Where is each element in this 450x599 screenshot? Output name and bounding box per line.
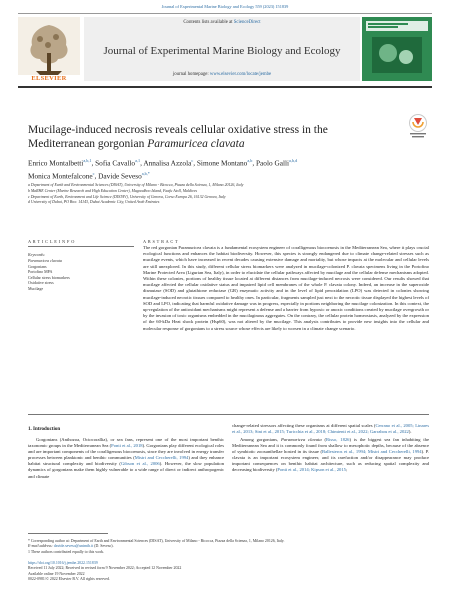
author-name[interactable]: Simone Montano [196, 158, 248, 168]
citation-link[interactable]: Ponti et al., 2018 [111, 443, 143, 449]
email-label: E-mail address: [28, 544, 54, 549]
abstract-heading: A B S T R A C T [143, 239, 179, 244]
intro-text: Gorgonians (Anthozoa, Octocorallia), or sea fans, represent one of the most important benthic taxonomic groups in the Mediterranean Sea ( [28, 437, 224, 449]
intro-heading: 1. Introduction [28, 427, 61, 432]
affiliations [28, 183, 428, 206]
intro-text: ). However, the slow population dynamics of gorgonians make them highly vulnerable to a wide range of direct or indirect anthropogenic and climate [28, 461, 224, 479]
author-affiliation-marker[interactable]: c [191, 158, 194, 163]
publisher-wordmark: ELSEVIER [31, 75, 67, 82]
footnotes [28, 539, 428, 555]
homepage-prefix: journal homepage: [172, 72, 210, 77]
keyword-item: Portofino MPA [28, 269, 53, 275]
elsevier-tree-logo-icon[interactable] [18, 17, 80, 83]
intro-text: change-related stressors affecting these organisms at different spatial scales ( [232, 423, 376, 428]
citation-link[interactable]: Risso, 1826 [326, 436, 350, 442]
doi-link[interactable]: https://doi.org/10.1016/j.jembe.2022.151839 [28, 561, 98, 565]
online-date: Available online 19 November 2022 [28, 571, 85, 576]
citation-link[interactable]: Gibson et al., 2006 [120, 461, 160, 467]
author-name[interactable]: Sofia Cavallo [95, 158, 136, 168]
keyword-item: Gorgonians [28, 263, 47, 269]
author-line-2 [28, 169, 428, 182]
citation-link[interactable]: Ballesteros et al., 1994; Mistri and Ceccherelli, 1994 [322, 448, 422, 454]
sciencedirect-link[interactable]: ScienceDirect [233, 20, 261, 25]
author-affiliation-marker[interactable]: a,b,* [141, 170, 150, 176]
author-name[interactable]: Enrico Montalbetti [28, 158, 84, 168]
equal-contribution-note: 1 These authors contributed equally to this work. [28, 549, 105, 554]
author-separator: , [91, 158, 96, 168]
intro-paragraph-1 [28, 437, 224, 480]
keyword-item: Mucilage [28, 285, 44, 291]
author-affiliation-marker[interactable]: a,b [247, 158, 253, 163]
received-dates: Received 11 July 2022; Received in revised form 9 November 2022; Accepted 12 November 2022 [28, 566, 182, 571]
keyword-item: Paramuricea clavata [28, 258, 62, 263]
author-name[interactable]: Annalisa Azzola [143, 158, 192, 168]
journal-cover-image[interactable] [362, 17, 432, 81]
intro-column-left [28, 437, 224, 480]
author-line-1 [28, 156, 428, 169]
homepage-line [84, 72, 360, 77]
species-name: Paramuricea clavata [281, 436, 322, 442]
check-for-updates-icon[interactable] [408, 113, 428, 139]
author-name[interactable]: Davide Seveso [98, 171, 142, 181]
intro-text: Among gorgonians, [240, 436, 281, 442]
author-separator: , [140, 158, 144, 168]
intro-text: ( [321, 436, 327, 442]
author-separator: , [94, 171, 99, 181]
footnote-rule [28, 533, 108, 534]
journal-title: Journal of Experimental Marine Biology and Ecology [103, 45, 341, 57]
copyright: 0022-0981/© 2022 Elsevier B.V. All rights reserved. [28, 576, 110, 581]
affiliation-d: d University of Dubai, PO Box: 14143, Dubai Academic City, United Arab Emirates [28, 200, 160, 205]
intro-text: ). P. clavata is an important ecosystem engineer, and its rarefaction and/or disappearance may produce important consequences on benthic habitat architecture, such as reducing spatial complexity and decreasing biodiversity ( [232, 448, 429, 473]
citation-link[interactable]: Mistri and Ceccherelli, 1994 [134, 455, 189, 461]
abstract-bottom-rule [28, 414, 429, 415]
author-affiliation-marker[interactable]: a,b,1 [83, 158, 92, 163]
author-affiliation-marker[interactable]: c [92, 170, 95, 176]
affiliation-c: c Department of Earth, Environment and Life Science (DISTAV), University of Genova, Corso Europa 26, 16132 Genova, Italy [28, 194, 226, 199]
keyword-item: Oxidative stress [28, 280, 54, 286]
intro-text: ) and they enhance habitat structural complexity and biodiversity ( [28, 455, 224, 467]
article-title [28, 124, 368, 151]
author-separator: , [252, 158, 256, 168]
citation-link[interactable]: Cerrano et al., 2005; Linares et al., 2013; Sini et al., 2015; Turicchia et al., 2018; Chimienti et al., 2022; Garrabou et al., 2022 [232, 423, 429, 435]
author-separator: , [193, 158, 197, 168]
article-info-heading: A R T I C L E I N F O [28, 239, 75, 244]
intro-paragraph-2 [232, 437, 429, 474]
article-info-rule [28, 246, 134, 247]
running-head[interactable]: Journal of Experimental Marine Biology and Ecology 559 (2023) 151839 [161, 4, 289, 9]
intro-text: ). [408, 429, 412, 435]
keyword-item: Cellular stress biomarkers [28, 274, 70, 280]
affiliation-a: a Department of Earth and Environmental Sciences (DISAT), University of Milano - Bicocca, Piazza della Scienza, 1, Milano 20126, Italy [28, 183, 244, 187]
intro-text: ). Gorgonians play different ecological roles and are important components of the coralligenous biocoenosis, since they are involved in energy transfer processes between planktonic and benthic communities ( [28, 443, 224, 461]
intro-text: ; [345, 467, 348, 473]
author-name[interactable]: Paolo Galli [256, 158, 290, 168]
doi-block [28, 561, 328, 582]
corresponding-author-note: * Corresponding author at: Department of Earth and Environmental Sciences (DISAT), University of Milano - Bicocca, Piazza della Scienza, 1, Milano 20126, Italy. [28, 539, 285, 543]
affiliation-b: b MaRHE Center (Marine Research and High Education Center), Magoodhoo Island, Faafu Atoll, Maldives [28, 188, 197, 193]
author-list [28, 156, 428, 182]
email-suffix: (D. Seveso). [93, 544, 114, 549]
contents-line [84, 20, 360, 25]
author-name[interactable]: Monica Montefalcone [28, 171, 93, 181]
author-affiliation-marker[interactable]: a,b,d [289, 158, 298, 163]
intro-text: ) is the biggest sea fan inhabiting the Mediterranean Sea and it is commonly found from shallow to mesophotic depths, because of the absence of symbiotic zooxanthellae hosted in its tissue ( [232, 436, 429, 454]
intro-column-right [232, 423, 429, 473]
contents-prefix: Contents lists available at [183, 20, 234, 25]
title-line-1: Mucilage-induced necrosis reveals cellular oxidative stress in the [28, 124, 328, 136]
keywords-list [28, 258, 70, 292]
homepage-link[interactable]: www.elsevier.com/locate/jembe [209, 72, 272, 77]
intro-paragraph-1-cont [232, 423, 429, 435]
keywords-label: Keywords: [28, 252, 46, 257]
abstract-text: The red gorgonian Paramuricea clavata is a fundamental ecosystem engineer of coralligenous biocoenosis in the Mediterranean Sea, where it plays crucial ecological functions and enhances the habitat biodiversity. However, this species is strongly endangered due to climate change-related stresses such as mucilage events, which have increased in recent decades causing extensive damage and mortality, but whose impacts at the molecular and cellular levels are still unexplored. In this study, different cellular stress biomarkers were analyzed in mucilage-colonized P. clavata specimens living in the Portofino Marine Protected Area (Ligurian Sea, Italy), in order to elucidate the cellular pathways affected by mucilage and the cellular defense mechanisms adopted. Within these colonies, portions of healthy tissue located at different distances from mucilage-induced necrosis were considered. Our results showed that mucilage affected the cellular oxidative status and impaired lipid cell membranes of the whole P. clavata colony. Indeed, an increase in the superoxide dismutase (SOD) and glutathione reductase (GR) enzymatic activity and in the level of lipid peroxidation (LPO) was detected in colonies showing mucilage-induced necrotic tissues compared to healthy ones. In particular, fragments sampled just next to the necrotic tissue displayed the highest levels of SOD and LPO, indicating that harmful oxidative damage was in progress, especially in portions neighboring the mucilage colonization. In this context, the up-regulation of the antioxidant mechanisms might represent a defense and a barrier from hypoxic or anoxic conditions created by mucilage overgrowth or by the invasion of toxic organisms embedded in the mucilaginous aggregates. On the contrary, the cellular protein homeostasis, analyzed by the expression of the 60-kDa Heat shock protein (Hsp60), was not altered by the mucilage. This analysis contributes to provide new insights into the cellular and molecular response of gorgonians to a stress source whose effects are likely to worsen in a climate change scenario. [143, 245, 429, 331]
email-link[interactable]: davide.seveso@unimib.it [53, 544, 94, 549]
title-species: Paramuricea clavata [147, 137, 245, 150]
citation-link[interactable]: Ponti et al., 2014; Kipson et al., 2015 [277, 467, 346, 473]
author-affiliation-marker[interactable]: a,1 [135, 158, 141, 163]
title-line-2: Mediterranean gorgonian [28, 137, 148, 150]
